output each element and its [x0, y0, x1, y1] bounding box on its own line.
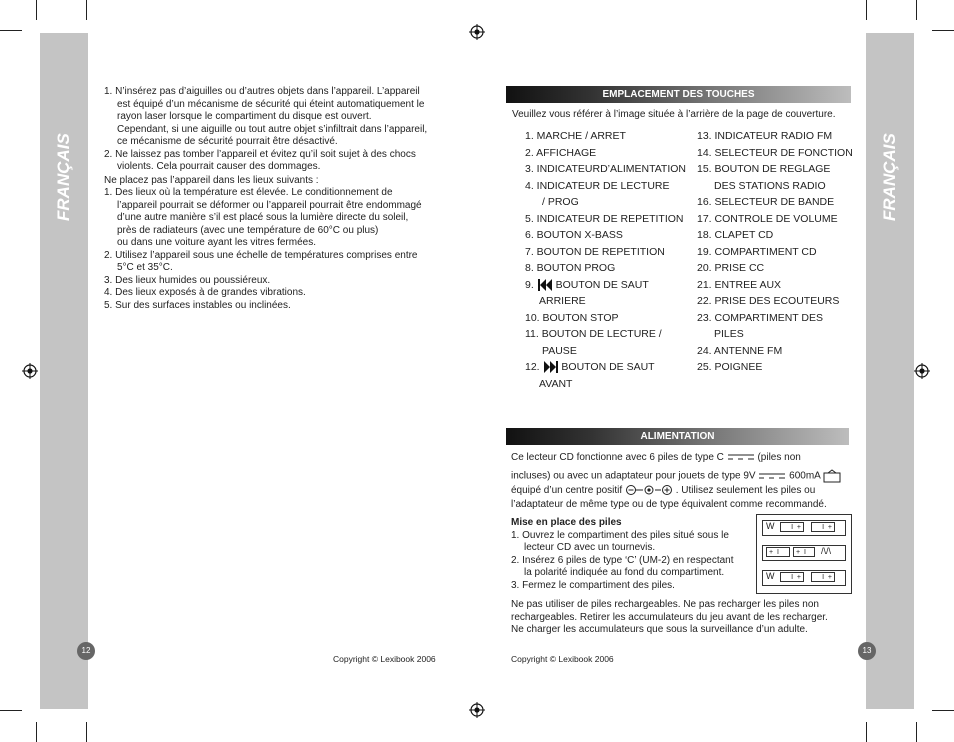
- skip-forward-icon: [543, 360, 559, 374]
- location-item-line: ou dans une voiture ayant les vitres fermées.: [117, 237, 316, 248]
- button-item-line: 18. CLAPET CD: [697, 229, 774, 241]
- safety-item-line: ce mécanisme de sécurité pourrait être désactivé.: [117, 136, 338, 147]
- location-item-line: 2. Utilisez l’appareil sous une échelle de températures comprises entre: [104, 249, 418, 261]
- power-line-4: l’adaptateur de même type ou de type équivalent comme recommandé.: [511, 499, 827, 511]
- adapter-icon: [823, 469, 841, 483]
- locations-intro: Ne placez pas l’appareil dans les lieux suivants :: [104, 174, 319, 186]
- button-item: [525, 326, 690, 359]
- safety-item-line: est équipé d’un mécanisme de sécurité qui éteint automatiquement le: [117, 98, 425, 110]
- copyright-left: Copyright © Lexibook 2006: [333, 654, 436, 664]
- registration-mark-icon: [914, 363, 930, 379]
- safety-item-line: 2. Ne laissez pas tomber l’appareil et évitez qu’il soit sujet à des chocs: [104, 148, 416, 160]
- button-item: [525, 128, 690, 145]
- button-item: [525, 310, 690, 327]
- location-item-line: près de radiateurs (avec une température de 60°C ou plus): [117, 224, 379, 236]
- button-item-line: 3. INDICATEURD’ALIMENTATION: [525, 163, 687, 175]
- button-item-line: 6. BOUTON X-BASS: [525, 229, 623, 241]
- button-item-line: 7. BOUTON DE REPETITION: [525, 245, 665, 258]
- button-item-line: 5. INDICATEUR DE REPETITION: [525, 212, 684, 225]
- power-text: [511, 451, 856, 513]
- button-item: [525, 211, 690, 228]
- power-line-1b: (piles non: [757, 452, 801, 463]
- page-number-badge: 12: [77, 642, 95, 660]
- button-item-line: 23. COMPARTIMENT DES: [697, 311, 824, 324]
- button-item: [697, 145, 857, 162]
- rechargeable-warning: [511, 599, 856, 637]
- power-line-3: équipé d’un centre positif: [511, 484, 623, 496]
- button-item: [525, 277, 690, 310]
- location-item-line: l’appareil pourrait se déformer ou l’appareil pourrait être endommagé: [117, 199, 422, 211]
- install-step-line: 1. Ouvrez le compartiment des piles situé sous le: [511, 529, 729, 541]
- location-item: [104, 250, 454, 275]
- power-line-2: incluses) ou avec un adaptateur pour jouets de type 9V: [511, 470, 756, 482]
- location-item-line: 1. Des lieux où la température est élevée. Le conditionnement de: [104, 187, 393, 198]
- install-steps: [511, 530, 751, 593]
- buttons-column-1: [525, 128, 690, 392]
- button-item-line: 8. BOUTON PROG: [525, 262, 616, 274]
- install-title: Mise en place des piles: [511, 517, 622, 528]
- button-item: [697, 343, 857, 360]
- button-item-line: AVANT: [539, 377, 573, 390]
- buttons-column-2: [697, 128, 857, 376]
- dc-symbol-icon: [727, 453, 755, 461]
- section-header-alimentation: ALIMENTATION: [506, 428, 849, 445]
- button-item: [525, 145, 690, 162]
- location-item: [104, 287, 454, 300]
- button-item-line: 1. MARCHE / ARRET: [525, 130, 626, 142]
- location-item-line: 3. Des lieux humides ou poussiéreux.: [104, 274, 271, 286]
- button-item: [697, 128, 857, 145]
- button-item-line: PILES: [714, 328, 744, 340]
- button-item-line: 9. BOUTON DE SAUT: [525, 278, 649, 291]
- warning-line: Ne charger les accumulateurs que sous la surveillance d’un adulte.: [511, 624, 808, 635]
- button-item: [525, 178, 690, 211]
- registration-mark-icon: [469, 24, 485, 40]
- button-item-line: 17. CONTROLE DE VOLUME: [697, 212, 838, 225]
- button-item: [697, 194, 857, 211]
- location-item-line: d’une autre manière s’il est placé sous la lumière directe du soleil,: [117, 212, 409, 223]
- button-item: [525, 161, 690, 178]
- skip-back-icon: [537, 278, 553, 292]
- page-number-badge: 13: [858, 642, 876, 660]
- power-line-2b: 600mA: [789, 470, 821, 482]
- button-item: [697, 359, 857, 376]
- locations-list: [104, 187, 454, 312]
- button-item: [525, 260, 690, 277]
- safety-list: [104, 86, 454, 174]
- button-item-line: 25. POIGNEE: [697, 361, 763, 373]
- location-item: [104, 187, 454, 250]
- button-item-line: 13. INDICATEUR RADIO FM: [697, 130, 833, 142]
- button-item-line: 14. SELECTEUR DE FONCTION: [697, 146, 853, 159]
- button-item-line: 11. BOUTON DE LECTURE /: [525, 328, 662, 340]
- button-item: [697, 260, 857, 277]
- button-item-line: 15. BOUTON DE REGLAGE: [697, 163, 831, 175]
- button-item-line: 2. AFFICHAGE: [525, 146, 597, 159]
- safety-item: [104, 86, 454, 149]
- button-item: [525, 359, 690, 392]
- battery-row-bottom: W I + I +: [762, 570, 846, 586]
- power-line-1: Ce lecteur CD fonctionne avec 6 piles de type C: [511, 452, 724, 463]
- button-item: [525, 227, 690, 244]
- button-item-line: 16. SELECTEUR DE BANDE: [697, 196, 835, 208]
- install-step-line: 2. Insérez 6 piles de type ‘C’ (UM-2) en respectant: [511, 554, 734, 566]
- button-item-line: DES STATIONS RADIO: [714, 179, 826, 192]
- left-side-label: FRANÇAIS: [54, 133, 73, 221]
- button-item-line: 21. ENTREE AUX: [697, 278, 782, 291]
- battery-row-top: W I + I +: [762, 520, 846, 536]
- location-item-line: 5°C et 35°C.: [117, 262, 173, 273]
- battery-diagram: [756, 514, 852, 594]
- location-item-line: 5. Sur des surfaces instables ou inclinées.: [104, 299, 291, 311]
- location-item-line: 4. Des lieux exposés à de grandes vibrations.: [104, 287, 306, 298]
- install-step: [511, 530, 751, 555]
- button-item: [697, 277, 857, 294]
- warning-line: rechargeables. Retirer les accumulateurs du jeu avant de les recharger.: [511, 611, 828, 623]
- touches-intro: Veuillez vous référer à l’image située à l’arrière de la page de couverture.: [512, 109, 836, 120]
- copyright-right: Copyright © Lexibook 2006: [511, 654, 614, 664]
- button-item: [697, 244, 857, 261]
- location-item: [104, 300, 454, 313]
- left-page-content: [104, 86, 454, 312]
- safety-item-line: rayon laser lorsque le compartiment du disque est ouvert.: [117, 111, 372, 122]
- button-item: [697, 227, 857, 244]
- button-item: [697, 293, 857, 310]
- safety-item-line: Cependant, si une aiguille ou tout autre objet s’infiltrait dans l’appareil,: [117, 123, 428, 135]
- button-item-line: 10. BOUTON STOP: [525, 311, 619, 324]
- battery-row-middle: + I + I /\/\: [762, 545, 846, 561]
- install-section: [511, 517, 751, 592]
- registration-mark-icon: [22, 363, 38, 379]
- install-step: [511, 580, 751, 593]
- install-step: [511, 555, 751, 580]
- button-item: [697, 211, 857, 228]
- button-item-line: 12. BOUTON DE SAUT: [525, 361, 655, 373]
- button-item: [525, 244, 690, 261]
- right-side-label: FRANÇAIS: [880, 133, 899, 221]
- button-item-line: 24. ANTENNE FM: [697, 344, 783, 357]
- install-step-line: 3. Fermez le compartiment des piles.: [511, 579, 675, 591]
- safety-item-line: violents. Cela pourrait causer des dommages.: [117, 161, 321, 172]
- button-item-line: / PROG: [542, 196, 579, 208]
- safety-item: [104, 149, 454, 174]
- install-step-line: lecteur CD avec un tournevis.: [524, 542, 656, 553]
- install-step-line: la polarité indiquée au fond du compartiment.: [524, 567, 725, 578]
- button-item: [697, 161, 857, 194]
- button-item-line: 19. COMPARTIMENT CD: [697, 245, 817, 258]
- registration-mark-icon: [469, 702, 485, 718]
- button-item-line: 20. PRISE CC: [697, 262, 765, 274]
- button-item-line: PAUSE: [542, 344, 577, 357]
- button-item-line: ARRIERE: [539, 295, 586, 307]
- section-header-touches: EMPLACEMENT DES TOUCHES: [506, 86, 851, 103]
- button-item-line: 22. PRISE DES ECOUTEURS: [697, 295, 840, 307]
- dc-symbol-icon: [758, 472, 786, 480]
- safety-item-line: 1. N’insérez pas d’aiguilles ou d’autres objets dans l’appareil. L’appareil: [104, 86, 420, 97]
- location-item: [104, 275, 454, 288]
- power-line-3b: . Utilisez seulement les piles ou: [675, 484, 816, 496]
- button-item: [697, 310, 857, 343]
- warning-line: Ne pas utiliser de piles rechargeables. Ne pas recharger les piles non: [511, 599, 819, 610]
- center-positive-icon: [625, 484, 673, 496]
- button-item-line: 4. INDICATEUR DE LECTURE: [525, 179, 670, 192]
